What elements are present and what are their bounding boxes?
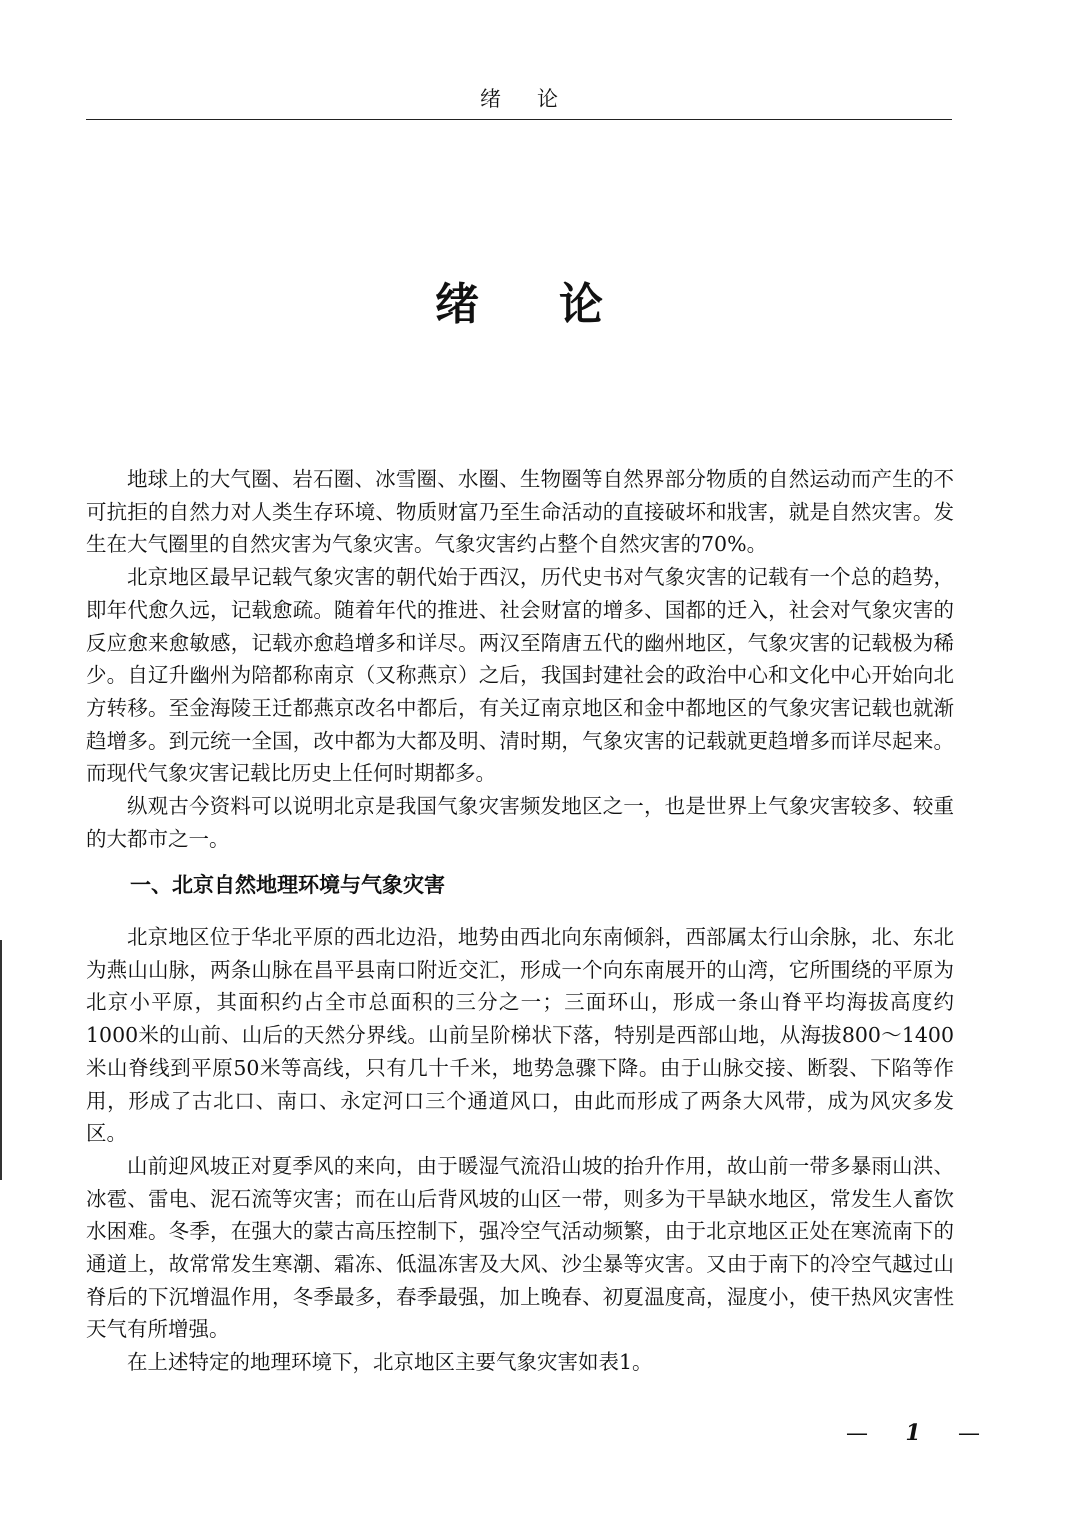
- scan-edge-mark: [0, 940, 2, 1180]
- intro-paragraph-2: 北京地区最早记载气象灾害的朝代始于西汉，历代史书对气象灾害的记载有一个总的趋势，即年代愈久远，记载愈疏。随着年代的推进、社会财富的增多、国都的迁入，社会对气象灾害的反应愈来愈敏感，记载亦愈趋增多和详尽。两汉至隋唐五代的幽州地区，气象灾害的记载极为稀少。自辽升幽州为陪都称南京（又称燕京）之后，我国封建社会的政治中心和文化中心开始向北方转移。至金海陵王迁都燕京改名中都后，有关辽南京地区和金中都地区的气象灾害记载也就渐趋增多。到元统一全国，改中都为大都及明、清时期，气象灾害的记载就更趋增多而详尽起来。而现代气象灾害记载比历史上任何时期都多。: [86, 565, 954, 786]
- running-header: 绪论: [480, 87, 594, 111]
- chapter-title: 绪论: [435, 279, 683, 330]
- section-heading: 一、北京自然地理环境与气象灾害: [130, 873, 445, 897]
- page-number-dash-left: —: [846, 1421, 868, 1446]
- intro-paragraph-1: 地球上的大气圈、岩石圈、冰雪圈、水圈、生物圈等自然界部分物质的自然运动而产生的不可抗拒的自然力对人类生存环境、物质财富乃至生命活动的直接破坏和戕害，就是自然灾害。发生在大气圈里的自然灾害为气象灾害。气象灾害约占整个自然灾害的70%。: [86, 467, 954, 557]
- page-number-value: 1: [905, 1420, 921, 1446]
- page-number-dash-right: —: [958, 1421, 980, 1446]
- header-rule: [86, 119, 952, 120]
- intro-paragraph-3: 纵观古今资料可以说明北京是我国气象灾害频发地区之一，也是世界上气象灾害较多、较重的大都市之一。: [86, 794, 954, 851]
- section-text-block: [86, 921, 954, 1379]
- section-paragraph-3: 在上述特定的地理环境下，北京地区主要气象灾害如表1。: [127, 1350, 653, 1375]
- section-paragraph-1: 北京地区位于华北平原的西北边沿，地势由西北向东南倾斜，西部属太行山余脉，北、东北为燕山山脉，两条山脉在昌平县南口附近交汇，形成一个向东南展开的山湾，它所围绕的平原为北京小平原，其面积约占全市总面积的三分之一；三面环山，形成一条山脊平均海拔高度约1000米的山前、山后的天然分界线。山前呈阶梯状下落，特别是西部山地，从海拔800～1400米山脊线到平原50米等高线，只有几十千米，地势急骤下降。由于山脉交接、断裂、下陷等作用，形成了古北口、南口、永定河口三个通道风口，由此而形成了两条大风带，成为风灾多发区。: [86, 925, 954, 1146]
- intro-text-block: [86, 463, 954, 855]
- page-number: [846, 1418, 980, 1449]
- section-paragraph-2: 山前迎风坡正对夏季风的来向，由于暖湿气流沿山坡的抬升作用，故山前一带多暴雨山洪、冰雹、雷电、泥石流等灾害；而在山后背风坡的山区一带，则多为干旱缺水地区，常发生人畜饮水困难。冬季，在强大的蒙古高压控制下，强冷空气活动频繁，由于北京地区正处在寒流南下的通道上，故常常发生寒潮、霜冻、低温冻害及大风、沙尘暴等灾害。又由于南下的冷空气越过山脊后的下沉增温作用，冬季最多，春季最强，加上晚春、初夏温度高，湿度小，使干热风灾害性天气有所增强。: [86, 1153, 954, 1342]
